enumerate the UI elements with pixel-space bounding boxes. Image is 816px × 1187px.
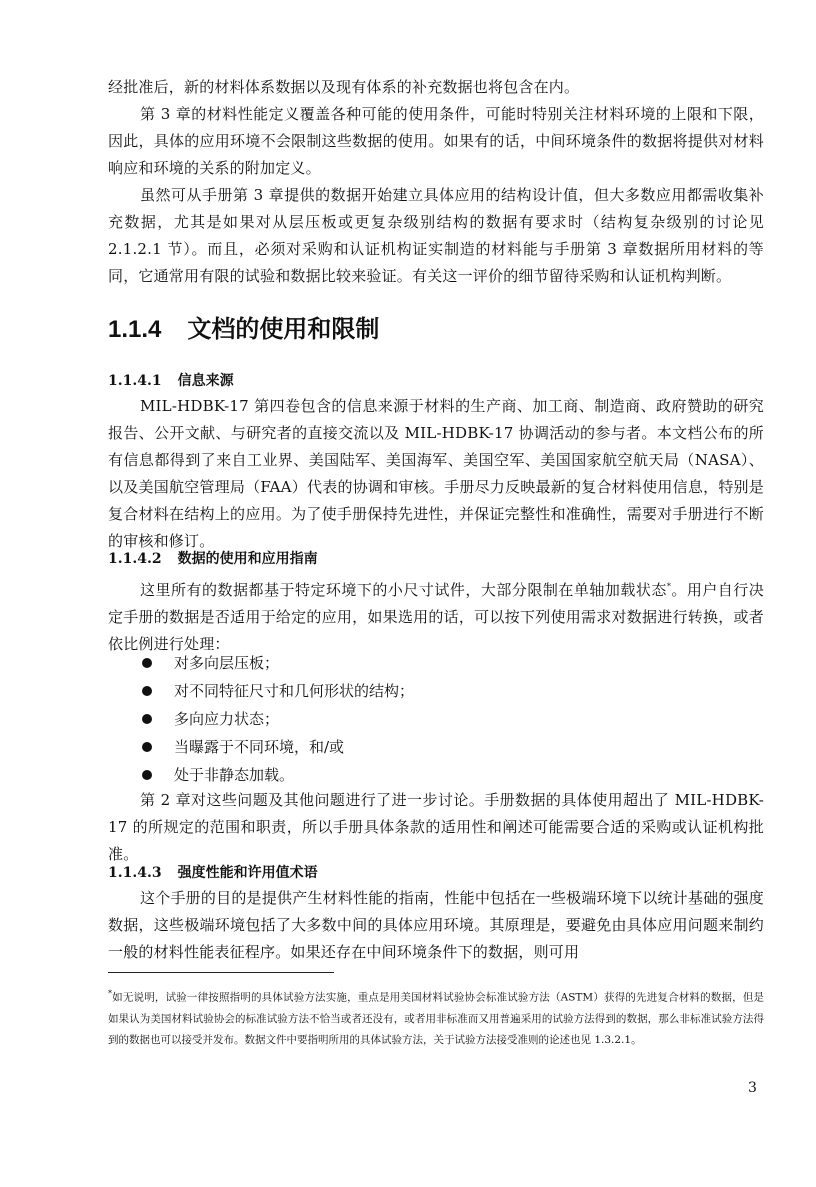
paragraph-strength-properties: 这个手册的目的是提供产生材料性能的指南，性能中包括在一些极端环境下以统计基础的强度数据，这些极端环境包括了大多数中间的具体应用环境。其原理是，要避免由具体应用问题来制约一般的材料性能表征程序。如果还存在中间环境条件下的数据，则可用 xyxy=(108,889,764,961)
paragraph-chapter2-discussion: 第 2 章对这些问题及其他问题进行了进一步讨论。手册数据的具体使用超出了 MIL-HDBK-17 的所规定的范围和职责，所以手册具体条款的适用性和阐述可能需要合适的采购或认证机构批准。 xyxy=(108,791,764,863)
subsection-title: 数据的使用和应用指南 xyxy=(177,551,318,567)
list-item-text: 处于非静态加载。 xyxy=(174,766,295,784)
data-usage-text-b: 。用户自行决定手册的数据是否适用于给定的应用，如果选用的话，可以按下列使用需求对数据进行转换，或者依比例进行处理： xyxy=(108,581,764,653)
subsection-number: 1.1.4.2 xyxy=(108,551,162,567)
list-item xyxy=(140,649,760,677)
footnote-reference-mark: * xyxy=(666,582,672,591)
subsection-title: 强度性能和许用值术语 xyxy=(177,865,318,881)
bullet-icon xyxy=(142,714,152,724)
paragraph-chapter3-definition: 第 3 章的材料性能定义覆盖各种可能的使用条件，可能时特别关注材料环境的上限和下限，因此，具体的应用环境不会限制这些数据的使用。如果有的话，中间环境条件的数据将提供对材料响应和环境的关系的附加定义。 xyxy=(108,105,764,177)
paragraph-information-sources: MIL-HDBK-17 第四卷包含的信息来源于材料的生产商、加工商、制造商、政府赞助的研究报告、公开文献、与研究者的直接交流以及 MIL-HDBK-17 协调活动的参与者。本文档公布的所有信息都得到了来自工业界、美国陆军、美国海军、美国空军、美国国家航空航天局（NASA）、以及美国航空管理局（FAA）代表的协调和审核。手册尽力反映最新的复合材料使用信息，特别是复合材料在结构上的应用。为了使手册保持先进性，并保证完整性和准确性，需要对手册进行不断的审核和修订。 xyxy=(108,397,764,550)
list-item-text: 对不同特征尺寸和几何形状的结构； xyxy=(174,682,415,700)
paragraph-continued: 经批准后，新的材料体系数据以及现有体系的补充数据也将包含在内。 xyxy=(108,78,580,96)
subsection-heading-1-1-4-2 xyxy=(108,548,318,570)
footnote xyxy=(108,983,764,1051)
subsection-title: 信息来源 xyxy=(177,373,234,389)
list-item-text: 对多向层压板； xyxy=(174,654,280,672)
subsection-number: 1.1.4.3 xyxy=(108,865,162,881)
section-number: 1.1.4 xyxy=(108,316,162,343)
usage-bullet-list xyxy=(140,649,760,789)
bullet-icon xyxy=(142,658,152,668)
list-item xyxy=(140,705,760,733)
subsection-heading-1-1-4-1 xyxy=(108,370,234,392)
footnote-text: 如无说明，试验一律按照指明的具体试验方法实施，重点是用美国材料试验协会标准试验方法（ASTM）获得的先进复合材料的数据，但是如果认为美国材料试验协会的标准试验方法不恰当或者还没有，或者用非标准而又用普遍采用的试验方法得到的数据，那么非标准试验方法得到的数据也可以接受并发布。数据文件中要指明所用的具体试验方法，关于试验方法接受准则的论述也见 1.3.2.1。 xyxy=(108,991,764,1046)
footnote-mark: * xyxy=(108,989,112,998)
subsection-heading-1-1-4-3 xyxy=(108,862,318,884)
paragraph-data-usage xyxy=(108,573,764,658)
list-item-text: 当曝露于不同环境，和/或 xyxy=(174,738,345,756)
list-item xyxy=(140,677,760,705)
bullet-icon xyxy=(142,686,152,696)
paragraph-design-values: 虽然可从手册第 3 章提供的数据开始建立具体应用的结构设计值，但大多数应用都需收集补充数据，尤其是如果对从层压板或更复杂级别结构的数据有要求时（结构复杂级别的讨论见 2.1.2.1 节）。而且，必须对采购和认证机构证实制造的材料能与手册第 3 章数据所用材料的等同，它通常用有限的试验和数据比较来验证。有关这一评价的细节留待采购和认证机构判断。 xyxy=(108,186,764,285)
bullet-icon xyxy=(142,742,152,752)
section-title: 文档的使用和限制 xyxy=(187,316,380,343)
list-item-text: 多向应力状态； xyxy=(174,710,280,728)
subsection-number: 1.1.4.1 xyxy=(108,373,162,389)
footnote-divider xyxy=(108,972,334,973)
data-usage-text-a: 这里所有的数据都基于特定环境下的小尺寸试件，大部分限制在单轴加载状态 xyxy=(140,581,667,599)
section-heading-1-1-4 xyxy=(108,313,379,347)
bullet-icon xyxy=(142,770,152,780)
page-number: 3 xyxy=(748,1080,757,1096)
list-item xyxy=(140,761,760,789)
list-item xyxy=(140,733,760,761)
